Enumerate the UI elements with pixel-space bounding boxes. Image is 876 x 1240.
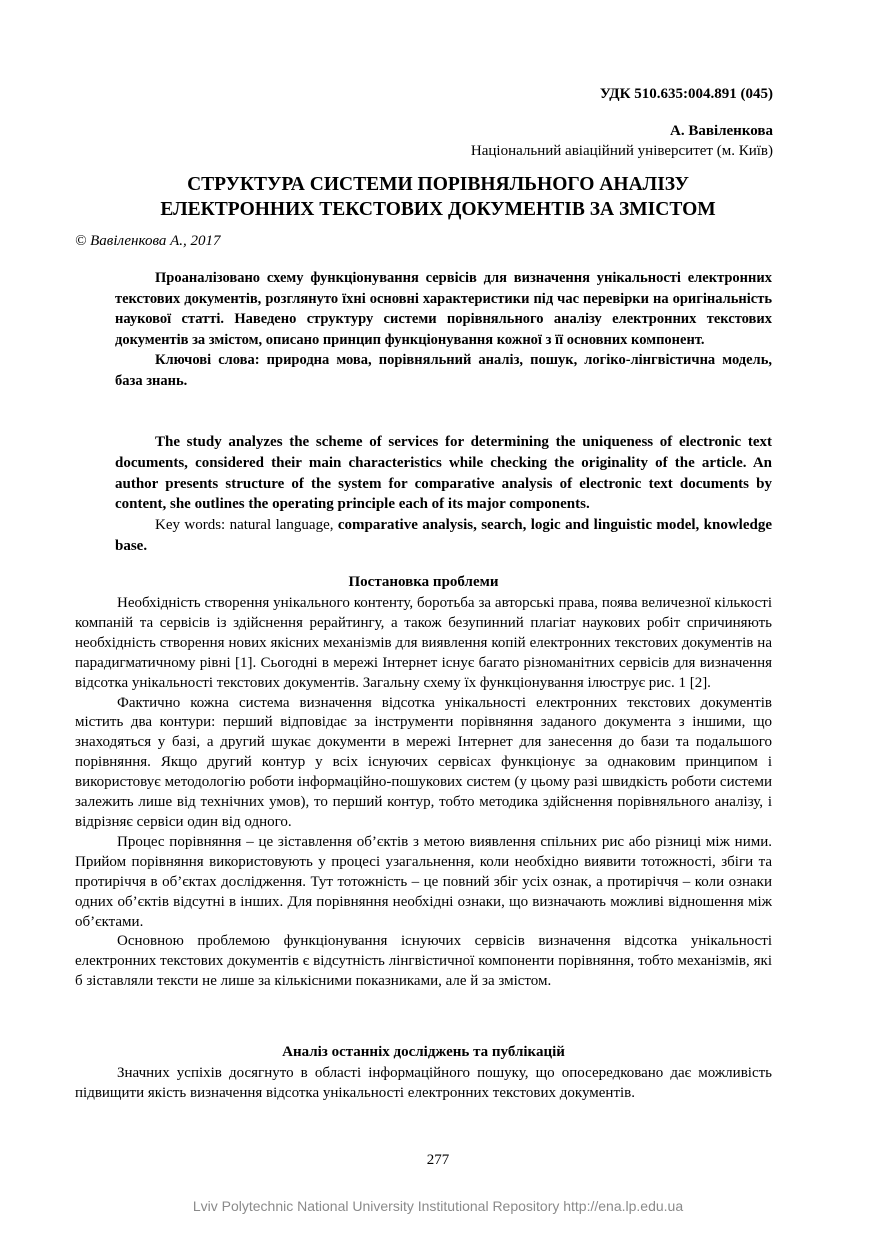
abstract-en-text: The study analyzes the scheme of services for determining the uniqueness of electronic text documents, considered their main characteristics while checking the originality of the article. An author presents structure of the system for comparative analysis of electronic text documents by content, she outlines the operating principle each of its major components. — [115, 434, 772, 513]
abstract-ua-text: Проаналізовано схему функціонування сервісів для визначення унікальності електронних текстових документів, розглянуто їхні основні характеристики під час перевірки на оригінальність наукової статті. Наведено структуру системи порівняльного аналізу електронних текстових документів за змістом, описано принцип функціонування кожної з її основних компонент. — [115, 270, 772, 348]
paper-title — [60, 172, 816, 222]
abstract-ukrainian — [115, 268, 772, 392]
author-name: А. Вавіленкова — [670, 123, 773, 139]
paragraph: Значних успіхів досягнуто в області інформаційного пошуку, що опосередковано дає можливість підвищити якість визначення відсотка унікальності електронних текстових документів. — [75, 1065, 772, 1101]
abstract-english — [115, 432, 772, 557]
abstract-ua-keywords: Ключові слова: природна мова, порівняльний аналіз, пошук, логіко-лінгвістична модель, база знань. — [115, 352, 772, 389]
section-heading-analysis: Аналіз останніх досліджень та публікацій — [282, 1044, 565, 1060]
author-affiliation: Національний авіаційний університет (м. Київ) — [470, 143, 773, 159]
udk-code: УДК 510.635:004.891 (045) — [599, 86, 773, 102]
title-line-1: СТРУКТУРА СИСТЕМИ ПОРІВНЯЛЬНОГО АНАЛІЗУ — [187, 174, 689, 195]
abstract-en-keywords — [115, 515, 772, 557]
repository-footer: Lviv Polytechnic National University Institutional Repository http://ena.lp.edu.ua — [192, 1198, 684, 1214]
paragraph: Процес порівняння – це зіставлення об’єктів з метою виявлення спільних рис або різниці між ними. Прийом порівняння використовують у процесі узагальнення, коли необхідно виявити тотожності, збіги та протиріччя в об’єктах дослідження. Тут тотожність – це повний збіг усіх ознак, а протиріччя – коли ознаки одних об’єктів відсутні в інших. Для порівняння необхідні ознаки, що визначають можливі відношення між об’єктами. — [75, 833, 772, 930]
paragraph: Основною проблемою функціонування існуючих сервісів визначення відсотка унікальності електронних текстових документів є відсутність лінгвістичної компоненти порівняння, тобто механізмів, які б зіставляли тексти не лише за кількісними показниками, але й за змістом. — [75, 933, 772, 990]
paragraph: Фактично кожна система визначення відсотка унікальності електронних текстових документів містить два контури: перший відповідає за інструменти порівняння заданого документа з іншими, що знаходяться у базі, а другий шукає документи в мережі Інтернет для занесення до бази та подальшого порівняння. Якщо другий контур у всіх існуючих сервісах функціонує за однаковим принципом і використовує методологію роботи інформаційно-пошукових систем (у цьому разі швидкість роботи системи залежить лише від технічних умов), то перший контур, тобто методика здійснення порівняльного аналізу, і відрізняє сервіси один від одного. — [75, 694, 772, 830]
paragraph: Необхідність створення унікального контенту, боротьба за авторські права, поява величезної кількості компаній та сервісів із здійснення рерайтингу, а також безупинний плагіат наукових робіт спричиняють необхідність створення нових якісних механізмів для виявлення копій електронних текстових документів на парадигматичному рівні [1]. Сьогодні в мережі Інтернет існує багато різноманітних сервісів для визначення відсотка унікальності текстових документів. Загальну схему їх функціонування ілюструє рис. 1 [2]. — [75, 595, 772, 691]
title-line-2: ЕЛЕКТРОННИХ ТЕКСТОВИХ ДОКУМЕНТІВ ЗА ЗМІСТОМ — [160, 199, 716, 220]
section-body-analysis — [75, 1064, 772, 1104]
section-heading-problem: Постановка проблеми — [348, 574, 499, 590]
keywords-label: Key words: natural language, — [155, 517, 334, 534]
copyright: © Вавіленкова А., 2017 — [75, 233, 221, 249]
keywords-list: comparative analysis, search, logic and linguistic model, knowledge base. — [115, 517, 773, 554]
section-body-problem — [75, 594, 772, 992]
page-number: 277 — [426, 1152, 450, 1168]
